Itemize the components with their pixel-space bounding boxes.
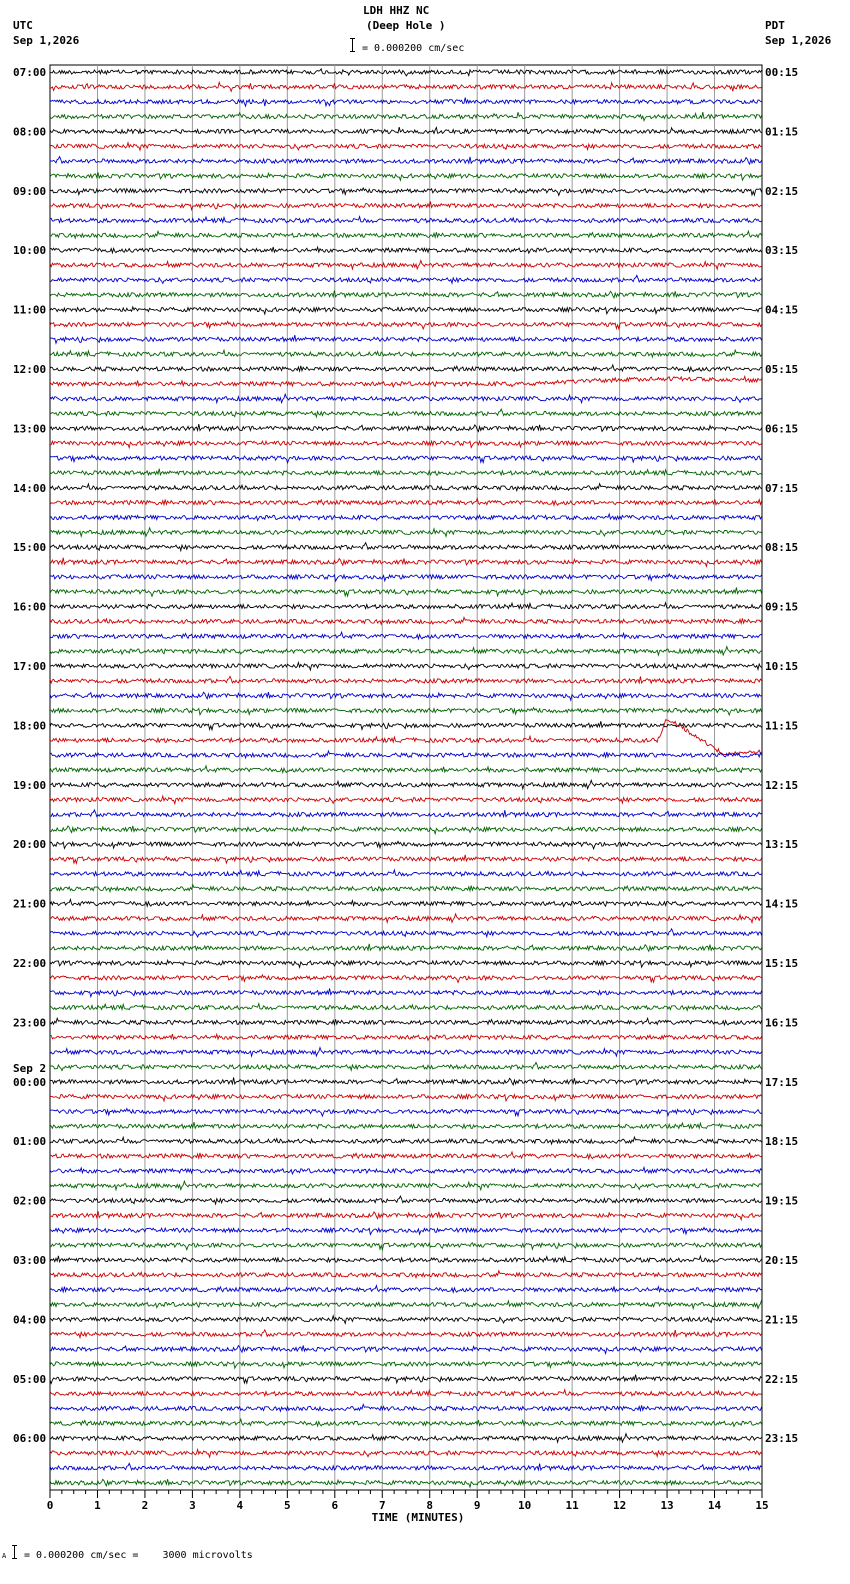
trace-line (50, 1063, 762, 1071)
trace-line (50, 455, 762, 463)
trace-line (50, 1034, 762, 1040)
x-tick-label: 12 (612, 1499, 627, 1512)
trace-line (50, 1256, 762, 1262)
trace-line (50, 766, 762, 773)
trace-line (50, 514, 762, 521)
trace-line (50, 484, 762, 491)
trace-line (50, 1004, 762, 1011)
hour-label-left: 19:00 (13, 778, 47, 792)
hour-label-left: 17:00 (13, 660, 47, 673)
trace-line (50, 1419, 762, 1426)
trace-line (50, 1330, 762, 1338)
trace-line (50, 855, 762, 864)
trace-line (50, 143, 762, 151)
hour-label-left: 14:00 (13, 481, 47, 495)
trace-line (50, 960, 762, 967)
hour-label-left: 18:00 (13, 719, 47, 733)
trace-line (50, 603, 762, 609)
hour-label-right: 01:15 (765, 125, 799, 139)
trace-line (50, 1227, 762, 1234)
trace-line (50, 1361, 762, 1368)
trace-line (50, 247, 762, 253)
hour-label-right: 16:15 (765, 1016, 799, 1030)
trace-line (50, 1300, 762, 1309)
hour-label-left: 05:00 (13, 1372, 47, 1386)
hour-label-left: 11:00 (13, 303, 47, 317)
trace-line (50, 98, 762, 107)
trace-line (50, 796, 762, 804)
x-tick-label: 5 (284, 1499, 291, 1512)
hour-label-right: 13:15 (765, 838, 799, 852)
hour-label-right: 00:15 (765, 66, 799, 79)
trace-line (50, 1196, 762, 1204)
x-tick-label: 1 (94, 1499, 101, 1512)
trace-line (50, 1211, 762, 1220)
hour-label-left: 07:00 (13, 66, 47, 79)
hour-label-left: 01:00 (13, 1135, 47, 1149)
station-location: (Deep Hole ) (366, 19, 446, 32)
trace-line (50, 1167, 762, 1174)
trace-line (50, 1390, 762, 1396)
hour-label-left: 10:00 (13, 244, 47, 258)
x-tick-label: 3 (189, 1499, 196, 1512)
trace-line (50, 528, 762, 537)
trace-line (50, 201, 762, 209)
trace-line (50, 350, 762, 357)
trace-line (50, 1434, 762, 1443)
x-tick-label: 4 (236, 1499, 244, 1512)
x-tick-label: 13 (660, 1499, 674, 1512)
trace-line (50, 127, 762, 133)
footer-scale-text: = 0.000200 cm/sec = 3000 microvolts (24, 1550, 253, 1561)
hour-label-left: 09:00 (13, 184, 47, 198)
hour-label-right: 14:15 (765, 897, 799, 911)
hour-label-right: 15:15 (765, 957, 799, 970)
trace-line (50, 841, 762, 849)
trace-line (50, 975, 762, 983)
trace-line (50, 1346, 762, 1354)
trace-line (50, 1404, 762, 1411)
trace-line (50, 1286, 762, 1293)
trace-line (50, 188, 762, 196)
hour-label-left: 15:00 (13, 541, 47, 555)
trace-line (50, 810, 762, 817)
trace-line (50, 617, 762, 624)
trace-line (50, 112, 762, 121)
trace-line (50, 1137, 762, 1144)
trace-line (50, 826, 762, 834)
trace-line (50, 663, 762, 671)
trace-line (50, 870, 762, 876)
hour-label-left: 13:00 (13, 422, 47, 436)
left-date: Sep 1,2026 (13, 34, 80, 47)
x-tick-label: 8 (426, 1499, 434, 1512)
hour-label-right: 20:15 (765, 1254, 799, 1267)
trace-line (50, 1109, 762, 1117)
hour-label-right: 18:15 (765, 1135, 799, 1149)
hour-label-right: 04:15 (765, 303, 799, 317)
x-tick-label: 9 (473, 1499, 481, 1512)
trace-line (50, 290, 762, 298)
hour-label-left: 08:00 (13, 125, 47, 139)
trace-line (50, 885, 762, 892)
trace-line (50, 441, 762, 447)
hour-label-left: 16:00 (13, 600, 47, 614)
hour-label-right: 21:15 (765, 1313, 799, 1327)
hour-label-right: 03:15 (765, 244, 799, 258)
trace-line (50, 469, 762, 475)
date-change-label: Sep 2 (13, 1061, 47, 1075)
trace-line (50, 409, 762, 417)
x-tick-label: 2 (141, 1499, 149, 1512)
trace-line (50, 1181, 762, 1190)
hour-label-left: 20:00 (13, 838, 47, 852)
trace-line (50, 989, 762, 997)
hour-label-left: 21:00 (13, 897, 47, 911)
trace-line (50, 499, 762, 506)
trace-line (50, 1479, 762, 1487)
trace-line (50, 1463, 762, 1470)
trace-line (50, 929, 762, 937)
trace-line (50, 307, 762, 314)
hour-label-right: 05:15 (765, 363, 799, 376)
trace-line (50, 365, 762, 372)
hour-label-right: 10:15 (765, 660, 799, 673)
trace-line (50, 424, 762, 431)
trace-line (50, 944, 762, 952)
hour-label-right: 22:15 (765, 1372, 799, 1386)
trace-line (50, 900, 762, 907)
trace-line (50, 1375, 762, 1384)
trace-line (50, 394, 762, 403)
hour-label-right: 11:15 (765, 719, 799, 733)
hour-label-right: 02:15 (765, 184, 799, 198)
hour-label-left: 02:00 (13, 1194, 47, 1208)
x-tick-label: 6 (331, 1499, 339, 1512)
x-tick-label: 15 (755, 1499, 769, 1512)
trace-line (50, 1152, 762, 1159)
hour-label-right: 17:15 (765, 1075, 799, 1089)
trace-line (50, 751, 762, 758)
hour-label-left: 23:00 (13, 1016, 47, 1030)
hour-label-left: 03:00 (13, 1254, 47, 1267)
trace-line (50, 1243, 762, 1250)
hour-label-right: 12:15 (765, 778, 799, 792)
footer-scale-bar-icon (14, 1545, 15, 1559)
trace-line (50, 157, 762, 165)
trace-line (50, 780, 762, 789)
hour-label-left: 04:00 (13, 1313, 47, 1327)
trace-line (50, 676, 762, 683)
right-timezone: PDT (765, 19, 785, 32)
left-timezone: UTC (13, 19, 33, 32)
x-tick-label: 0 (46, 1499, 54, 1512)
trace-line (50, 322, 762, 330)
trace-line (50, 376, 762, 387)
trace-line (50, 217, 762, 223)
trace-line (50, 558, 762, 567)
trace-line (50, 1018, 762, 1025)
hour-label-right: 07:15 (765, 481, 799, 495)
x-tick-label: 10 (518, 1499, 532, 1512)
hour-label-left: 22:00 (13, 957, 47, 970)
trace-line (50, 721, 762, 730)
hour-label-right: 06:15 (765, 422, 799, 436)
trace-line (50, 82, 762, 91)
trace-line (50, 588, 762, 597)
trace-line (50, 543, 762, 551)
trace-line (50, 172, 762, 180)
hour-label-right: 09:15 (765, 600, 799, 614)
trace-line (50, 261, 762, 270)
hour-label-left: 00:00 (13, 1075, 47, 1089)
trace-line (50, 574, 762, 581)
trace-line (50, 1316, 762, 1324)
footer-marker: A (2, 1552, 7, 1560)
trace-line (50, 632, 762, 639)
trace-line (50, 69, 762, 76)
trace-line (50, 335, 762, 343)
hour-label-right: 19:15 (765, 1194, 799, 1208)
x-axis-label: TIME (MINUTES) (371, 1511, 465, 1524)
x-tick-label: 11 (565, 1499, 579, 1512)
hour-label-left: 06:00 (13, 1432, 47, 1446)
trace-line (50, 1122, 762, 1128)
trace-line (50, 231, 762, 238)
trace-line (50, 692, 762, 700)
trace-line (50, 708, 762, 716)
trace-line (50, 275, 762, 283)
trace-line (50, 1095, 762, 1101)
scale-text: = 0.000200 cm/sec (362, 43, 465, 54)
hour-label-right: 23:15 (765, 1432, 799, 1446)
x-tick-label: 14 (707, 1499, 722, 1512)
trace-line (50, 1271, 762, 1278)
hour-label-left: 12:00 (13, 363, 47, 376)
trace-line (50, 647, 762, 656)
station-title: LDH HHZ NC (363, 4, 430, 17)
trace-line (50, 914, 762, 923)
x-tick-label: 7 (378, 1499, 386, 1512)
right-date: Sep 1,2026 (765, 34, 832, 47)
trace-line (50, 1078, 762, 1085)
trace-line (50, 1450, 762, 1458)
trace-line (50, 1048, 762, 1057)
hour-label-right: 08:15 (765, 541, 799, 555)
